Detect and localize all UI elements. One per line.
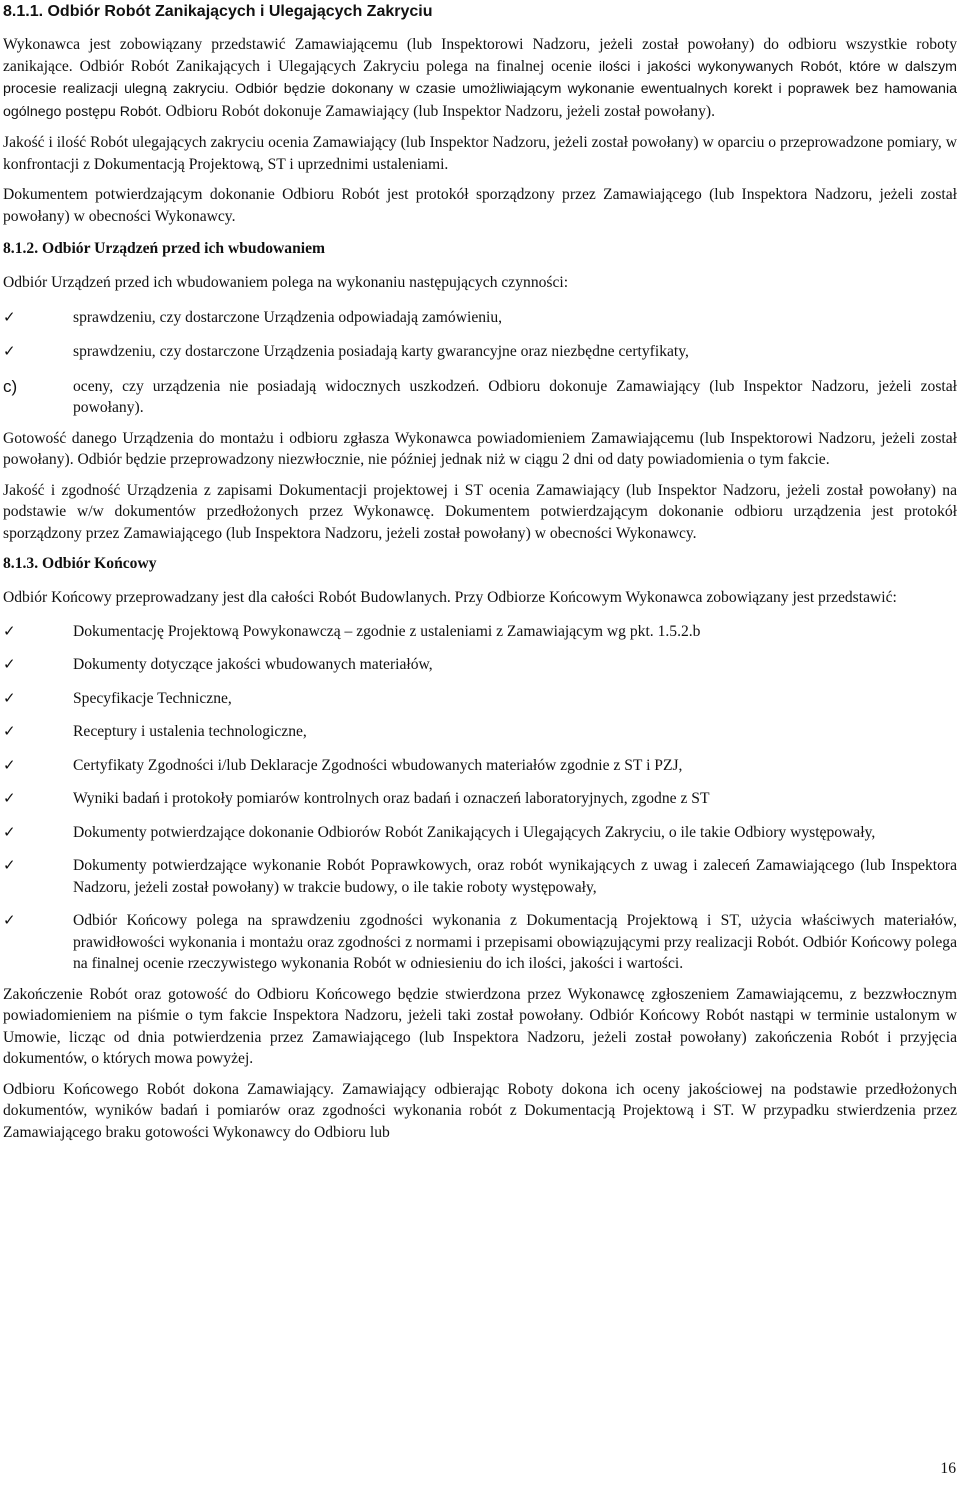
list-item <box>3 307 957 329</box>
paragraph-8-1-2-quality: Jakość i zgodność Urządzenia z zapisami Dokumentacji projektowej i ST ocenia Zamawiający (lub Inspektor Nadzoru, jeżeli został powołany) na podstawie w/w dokumentów przedłożonych przez Wykonawcę. Dokumentem potwierdzającym dokonanie odbioru urządzenia jest protokół sporządzony przez Zamawiającego (lub Inspektora Nadzoru, jeżeli został powołany) w obecności Wykonawcy. <box>3 481 957 542</box>
checkmark-icon: ✓ <box>3 655 16 673</box>
list-item <box>3 721 957 743</box>
section-number-8-1-3: 8.1.3. <box>3 555 39 572</box>
list-item <box>3 822 957 844</box>
list-item <box>3 755 957 777</box>
checkmark-icon: ✓ <box>3 688 16 707</box>
checkmark-icon: ✓ <box>3 621 16 640</box>
list-item-text: Wyniki badań i protokoły pomiarów kontrolnych oraz badań i oznaczeń laboratoryjnych, zgodne z ST <box>73 790 710 807</box>
paragraph-8-1-1-intro <box>3 34 957 123</box>
paragraph-8-1-3-final-acceptance: Odbioru Końcowego Robót dokona Zamawiający. Zamawiający odbierając Roboty dokona ich oceny jakościowej na podstawie przedłożonych dokumentów, wyników badań i pomiarów oraz zgodności wykonania robót z Dokumentacją Projektową i ST. W przypadku stwierdzenia przez Zamawiającego braku gotowości Wykonawcy do Odbioru lub <box>3 1080 957 1141</box>
list-item <box>3 376 957 419</box>
checkmark-icon: ✓ <box>3 722 16 740</box>
paragraph-8-1-1-intro-part-a: Wykonawca jest zobowiązany przedstawić Zamawiającemu (lub Inspektorowi Nadzoru, jeżeli został powołany) do odbioru wszystkie roboty zanikające. Odbiór Robót Zanikających i Ulegających Zakryciu polega na finalnej ocenie <box>3 36 957 75</box>
list-item-text: Dokumentację Projektową Powykonawczą – zgodnie z ustaleniami z Zamawiającym wg pkt. 1.5.2.b <box>73 622 701 640</box>
paragraph-8-1-3-intro: Odbiór Końcowy przeprowadzany jest dla całości Robót Budowlanych. Przy Odbiorze Końcowym Wykonawca zobowiązany jest przedstawić: <box>3 589 897 606</box>
list-item-text: Dokumenty potwierdzające wykonanie Robót Poprawkowych, oraz robót wynikających z uwag i zaleceń Zamawiającego (lub Inspektora Nadzoru, jeżeli został powołany) w trakcie budowy, o ile takie roboty występowały, <box>73 857 957 896</box>
list-letter-marker: c) <box>3 376 18 396</box>
paragraph-8-1-1-intro-part-c: Odbioru Robót dokonuje Zamawiający (lub Inspektor Nadzoru, jeżeli został powołany). <box>165 102 715 120</box>
checkmark-icon: ✓ <box>3 307 16 326</box>
paragraph-8-1-3-completion: Zakończenie Robót oraz gotowość do Odbioru Końcowego będzie stwierdzona przez Wykonawcę zgłoszeniem Zamawiającemu, z bezzwłocznym powiadomieniem na piśmie o tym fakcie Inspektora Nadzoru, jeżeli taki został powołany. Odbiór Końcowy Robót nastąpi w terminie ustalonym w Umowie, licząc od dnia potwierdzenia przez Zamawiającego (lub Inspektora Nadzoru, jeżeli został powołany) zakończenia Robót i przyjęcia dokumentów, o których mowa powyżej. <box>3 985 957 1067</box>
list-item-text: sprawdzeniu, czy dostarczone Urządzenia odpowiadają zamówieniu, <box>73 308 503 326</box>
list-item <box>3 688 957 710</box>
section-heading-8-1-1: 8.1.1. Odbiór Robót Zanikających i Ulegających Zakryciu <box>3 3 433 20</box>
paragraph-8-1-2-intro: Odbiór Urządzeń przed ich wbudowaniem polega na wykonaniu następujących czynności: <box>3 274 569 291</box>
checkmark-icon: ✓ <box>3 789 16 807</box>
paragraph-8-1-1-quality: Jakość i ilość Robót ulegających zakryciu ocenia Zamawiający (lub Inspektor Nadzoru, jeżeli został powołany) w oparciu o przeprowadzone pomiary, w konfrontacji z Dokumentacją Projektową, ST i uprzednimi ustaleniami. <box>3 134 957 173</box>
checkmark-icon: ✓ <box>3 911 16 929</box>
final-acceptance-checklist <box>3 621 957 975</box>
list-item <box>3 621 957 643</box>
list-item-text: Dokumenty dotyczące jakości wbudowanych materiałów, <box>73 656 433 673</box>
list-item-text: Receptury i ustalenia technologiczne, <box>73 723 307 740</box>
page-number: 16 <box>940 1460 956 1477</box>
section-heading-8-1-2 <box>3 239 957 259</box>
section-number-8-1-2: 8.1.2. <box>3 240 39 257</box>
list-item <box>3 654 957 676</box>
paragraph-8-1-1-intro-part-b: ilości i jakości wykonywanych Robót, które w dalszym procesie realizacji ulegną zakryciu. Odbiór będzie dokonany w czasie umożliwiającym wykonanie ewentualnych korekt i poprawek bez hamowania ogólnego postępu Robót. <box>3 58 957 120</box>
device-checklist <box>3 307 957 419</box>
list-item-text: Certyfikaty Zgodności i/lub Deklaracje Zgodności wbudowanych materiałów zgodnie z ST i PZJ, <box>73 756 683 774</box>
list-item <box>3 788 957 810</box>
list-item-text: sprawdzeniu, czy dostarczone Urządzenia posiadają karty gwarancyjne oraz niezbędne certyfikaty, <box>73 343 689 360</box>
list-item <box>3 341 957 363</box>
section-heading-8-1-3 <box>3 554 957 574</box>
paragraph-8-1-1-protocol: Dokumentem potwierdzającym dokonanie Odbioru Robót jest protokół sporządzony przez Zamawiającego (lub Inspektora Nadzoru, jeżeli został powołany) w obecności Wykonawcy. <box>3 186 957 225</box>
section-title-8-1-3: Odbiór Końcowy <box>42 555 157 572</box>
list-item <box>3 855 957 898</box>
checkmark-icon: ✓ <box>3 822 16 841</box>
checkmark-icon: ✓ <box>3 342 16 360</box>
section-title-8-1-2: Odbiór Urządzeń przed ich wbudowaniem <box>42 240 326 257</box>
paragraph-8-1-2-readiness: Gotowość danego Urządzenia do montażu i odbioru zgłasza Wykonawca powiadomieniem Zamawiającemu (lub Inspektorowi Nadzoru, jeżeli został powołany). Odbiór będzie przeprowadzony niezwłocznie, nie później jednak niż w ciągu 2 dni od daty powiadomienia o tym fakcie. <box>3 429 957 468</box>
list-item-text: Dokumenty potwierdzające dokonanie Odbiorów Robót Zanikających i Ulegających Zakryciu, o ile takie Odbiory występowały, <box>73 823 876 841</box>
checkmark-icon: ✓ <box>3 856 16 874</box>
document-content <box>3 2 957 1143</box>
list-item <box>3 910 957 975</box>
checkmark-icon: ✓ <box>3 755 16 774</box>
list-item-text: Specyfikacje Techniczne, <box>73 689 232 707</box>
list-item-text: Odbiór Końcowy polega na sprawdzeniu zgodności wykonania z Dokumentacją Projektową i ST, użycia właściwych materiałów, prawidłowości wykonania i montażu oraz zgodności z normami i przepisami obowiązującymi przy realizacji Robót. Odbiór Końcowy polega na finalnej ocenie rzeczywistego wykonania Robót w odniesieniu do ich ilości, jakości i wartości. <box>73 912 957 972</box>
list-item-text: oceny, czy urządzenia nie posiadają widocznych uszkodzeń. Odbioru dokonuje Zamawiający (lub Inspektor Nadzoru, jeżeli został powołany). <box>73 377 957 416</box>
